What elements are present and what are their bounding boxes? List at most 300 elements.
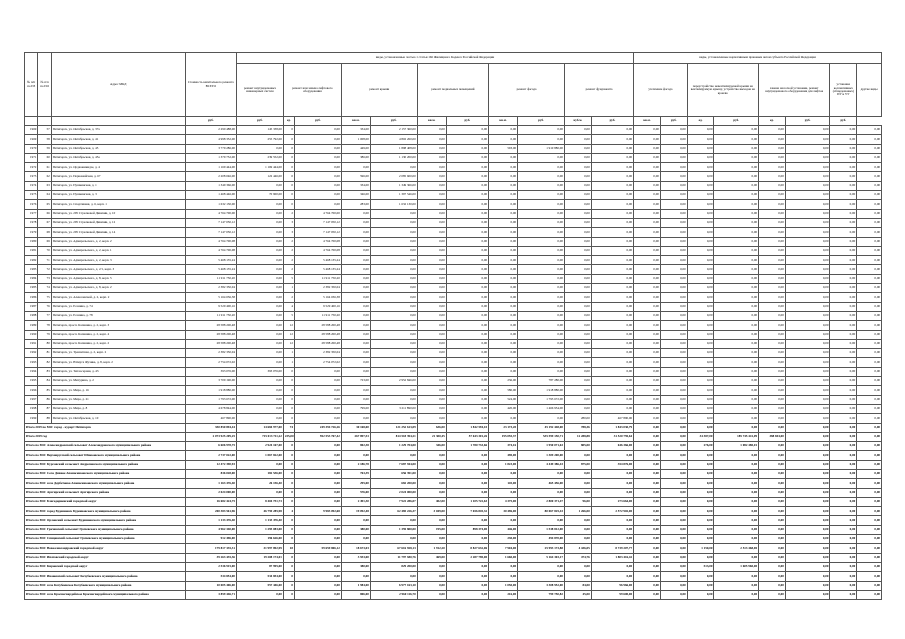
total-cell: 0,00 — [294, 479, 341, 488]
table-cell: 0,00 — [489, 293, 518, 302]
table-cell: 0,00 — [785, 135, 830, 144]
table-cell: Пятигорск, ул. Адмиральского, д. 8, корп. 5 — [51, 274, 185, 283]
table-cell: 0,00 — [857, 349, 882, 358]
table-cell: Пятигорск, ул. Мира, д. 16 — [51, 386, 185, 395]
total-cell: 1 050,00 — [489, 581, 518, 590]
total-cell: 0,00 — [785, 469, 830, 478]
total-cell: 0 — [283, 572, 294, 581]
table-cell: 0,00 — [370, 339, 417, 348]
total-cell: 1 803 416,42 — [591, 553, 633, 562]
total-cell: 0,00 — [785, 562, 830, 571]
total-cell: 0,00 — [759, 469, 786, 478]
table-cell: 0,00 — [759, 367, 786, 376]
total-cell: 7 656 845,32 — [446, 507, 488, 516]
unit-cell: руб. — [185, 117, 236, 126]
total-cell: 84,00 — [564, 581, 591, 590]
total-cell: 196 626,00 — [236, 535, 283, 544]
table-cell: 0,00 — [830, 414, 857, 423]
table-cell: 0,00 — [518, 237, 565, 246]
table-cell: 1985 — [25, 284, 38, 293]
table-cell: 0,00 — [759, 284, 786, 293]
total-cell: 0,00 — [759, 479, 786, 488]
table-cell: 0,00 — [518, 367, 565, 376]
table-cell: 0,00 — [417, 302, 446, 311]
table-cell: 0,00 — [759, 339, 786, 348]
table-cell: 0,00 — [591, 274, 633, 283]
total-cell: 576,00 — [341, 488, 370, 497]
table-cell: Пятигорск, ул. Пушкинская, д. 1 — [51, 181, 185, 190]
capital-repair-table — [24, 52, 882, 600]
total-cell: 0,00 — [634, 562, 661, 571]
table-cell: 0,00 — [714, 265, 759, 274]
total-cell: 273 664,00 — [591, 497, 633, 506]
table-cell: 467 890,00 — [185, 414, 236, 423]
total-cell: 0,00 — [714, 590, 759, 599]
table-cell: 7 147 050,12 — [185, 228, 236, 237]
total-cell: 0,00 — [518, 488, 565, 497]
table-cell: 0,00 — [591, 209, 633, 218]
unit-cell: куб.м. — [564, 117, 591, 126]
total-cell: 0,00 — [489, 562, 518, 571]
total-cell: 0,00 — [370, 535, 417, 544]
table-cell: 0,00 — [687, 377, 714, 386]
total-cell: 2 491,30 — [341, 497, 370, 506]
table-cell: 0,00 — [294, 367, 341, 376]
total-cell: 0,00 — [660, 535, 687, 544]
table-cell: 0,00 — [687, 414, 714, 423]
table-cell: 81 — [38, 349, 51, 358]
total-cell: 0,00 — [660, 451, 687, 460]
table-cell: 0,00 — [714, 237, 759, 246]
table-cell: 0,00 — [236, 395, 283, 404]
table-cell: 723,00 — [341, 377, 370, 386]
table-cell: 1 349 366,00 — [370, 181, 417, 190]
total-cell: 0,00 — [564, 488, 591, 497]
table-row — [25, 284, 882, 293]
total-cell: 0,00 — [564, 535, 591, 544]
table-cell: 0,00 — [446, 358, 488, 367]
total-cell: 806,00 — [341, 590, 370, 599]
total-cell: 0,00 — [417, 581, 446, 590]
table-cell: 0,00 — [785, 358, 830, 367]
table-cell: 11 911 750,20 — [185, 311, 236, 320]
table-cell: 0,00 — [785, 126, 830, 135]
table-cell: 0,00 — [489, 191, 518, 200]
table-cell: 0,00 — [564, 265, 591, 274]
table-cell: 1981 — [25, 246, 38, 255]
total-cell: 0,00 — [785, 544, 830, 553]
total-cell: 0,00 — [759, 535, 786, 544]
table-cell: 2 208 046,00 — [185, 172, 236, 181]
unit-cell: руб. — [370, 117, 417, 126]
total-row — [25, 442, 882, 451]
total-cell: 0,00 — [857, 553, 882, 562]
total-cell: 0,00 — [687, 460, 714, 469]
table-cell: 0,00 — [294, 144, 341, 153]
total-cell: 0,00 — [714, 535, 759, 544]
table-cell: 1 466 954,00 — [518, 404, 565, 413]
table-cell: 0,00 — [759, 265, 786, 274]
total-cell: 200 383 561,96 — [185, 507, 236, 516]
table-cell: Пятигорск, просп. Калинина, д. 2, корп. 3 — [51, 321, 185, 330]
table-cell: 346,00 — [341, 191, 370, 200]
total-cell: 0,00 — [417, 488, 446, 497]
table-cell: 0,00 — [446, 377, 488, 386]
total-cell: 74 — [283, 423, 294, 432]
total-cell: 0 — [283, 469, 294, 478]
total-cell: 0,00 — [660, 590, 687, 599]
table-cell: 84 — [38, 377, 51, 386]
table-cell: 0,00 — [518, 321, 565, 330]
table-cell: 799,00 — [341, 404, 370, 413]
total-cell: 0,00 — [687, 507, 714, 516]
table-cell: 0,00 — [591, 144, 633, 153]
table-cell: 0,00 — [660, 395, 687, 404]
total-cell: 0,00 — [634, 544, 661, 553]
table-cell: 0,00 — [489, 339, 518, 348]
total-cell: 0,00 — [785, 479, 830, 488]
total-cell: 2 572 902,00 — [591, 507, 633, 516]
total-cell: 2 024 000,00 — [185, 488, 236, 497]
table-cell: 1975 — [25, 191, 38, 200]
table-cell: 0,00 — [759, 163, 786, 172]
total-cell: 0,00 — [591, 572, 633, 581]
table-cell: 0,00 — [518, 358, 565, 367]
table-cell: 4 764 700,00 — [185, 209, 236, 218]
table-cell: 0,00 — [759, 404, 786, 413]
table-cell: 1997 — [25, 395, 38, 404]
table-cell: 420,00 — [489, 404, 518, 413]
total-cell: 185 745 441,09 — [714, 432, 759, 441]
table-cell: 0,00 — [634, 237, 661, 246]
table-cell: 0,00 — [634, 321, 661, 330]
table-cell: 0,00 — [785, 377, 830, 386]
table-cell: 1 918 880,00 — [185, 386, 236, 395]
table-cell: 0,00 — [714, 135, 759, 144]
table-cell: Пятигорск, ул. Спортивная, д. 6, корп. 1 — [51, 200, 185, 209]
table-cell: 2 157 360,00 — [370, 126, 417, 135]
table-cell: 0,00 — [591, 293, 633, 302]
table-cell: 0,00 — [830, 358, 857, 367]
table-cell: 0,00 — [687, 293, 714, 302]
table-cell: 0,00 — [830, 172, 857, 181]
total-cell: 0,00 — [591, 516, 633, 525]
total-label: Итого по МО: село Красногвардейское Красногвардейского муниципального района — [25, 590, 186, 599]
total-cell: 0,00 — [294, 562, 341, 571]
table-cell: 0,00 — [417, 265, 446, 274]
table-cell: 0,00 — [341, 228, 370, 237]
table-cell: 72 — [38, 265, 51, 274]
table-cell: Пятигорск, ул. Алексеевской, д. 2, корп. 2 — [51, 293, 185, 302]
total-cell: 30 496,00 — [489, 507, 518, 516]
table-cell: 0,00 — [518, 200, 565, 209]
total-cell: 96,00 — [564, 497, 591, 506]
table-cell: 0,00 — [370, 265, 417, 274]
total-cell: 1 309 200,00 — [518, 451, 565, 460]
col-roof-rebuild: переустройство невентилируемой крыши на вентилируемую крышу, устройство выходов на кровлю — [687, 64, 758, 117]
table-cell: 0,00 — [660, 191, 687, 200]
table-cell: 0,00 — [341, 395, 370, 404]
total-label: Итого по МО: Грачевский сельсовет Грачевского муниципального района — [25, 525, 186, 534]
table-cell: 0,00 — [660, 209, 687, 218]
table-cell: 0,00 — [518, 349, 565, 358]
table-cell: 0,00 — [489, 163, 518, 172]
table-cell: 0,00 — [785, 144, 830, 153]
table-cell: 0,00 — [417, 284, 446, 293]
table-cell: 0,00 — [489, 181, 518, 190]
total-cell: 836 028,00 — [185, 469, 236, 478]
table-cell: 2 382 350,04 — [185, 349, 236, 358]
table-cell: 0,00 — [489, 218, 518, 227]
table-cell: 0,00 — [518, 163, 565, 172]
table-cell: 28 588 200,48 — [185, 339, 236, 348]
total-cell: 0,00 — [660, 479, 687, 488]
table-cell: 0,00 — [591, 265, 633, 274]
total-cell: 1 133 476,40 — [236, 516, 283, 525]
table-cell: 1976 — [25, 200, 38, 209]
total-cell: 0,00 — [857, 516, 882, 525]
total-cell: 0,00 — [660, 562, 687, 571]
table-cell: 0,00 — [634, 163, 661, 172]
table-cell: 0,00 — [857, 135, 882, 144]
table-cell: 0,00 — [591, 377, 633, 386]
total-cell: 0,00 — [518, 562, 565, 571]
col-num-po: № п/п по ПО — [38, 53, 51, 117]
table-cell: 0,00 — [634, 153, 661, 162]
table-cell: 82 — [38, 358, 51, 367]
table-cell: 0,00 — [785, 302, 830, 311]
total-cell: 0,00 — [564, 516, 591, 525]
table-cell: 0,00 — [714, 163, 759, 172]
table-cell: 0,00 — [294, 200, 341, 209]
table-cell: 0,00 — [687, 200, 714, 209]
table-cell: 1990 — [25, 330, 38, 339]
total-cell: 350 850 894,44 — [185, 423, 236, 432]
table-cell: 0,00 — [370, 274, 417, 283]
table-cell: 0,00 — [660, 218, 687, 227]
table-cell: 0,00 — [341, 163, 370, 172]
table-cell: 0,00 — [518, 218, 565, 227]
total-cell: 0,00 — [660, 553, 687, 562]
total-cell: 0,00 — [687, 572, 714, 581]
total-cell: 0,00 — [634, 572, 661, 581]
table-cell: Пятигорск, ул. Адмиральского, д. 2, корп. 1 — [51, 246, 185, 255]
table-cell: 0,00 — [660, 404, 687, 413]
table-cell: 0,00 — [236, 274, 283, 283]
total-cell: 5 164 303,17 — [518, 553, 565, 562]
table-cell: 1993 — [25, 358, 38, 367]
total-row — [25, 432, 882, 441]
table-cell: 0,00 — [759, 126, 786, 135]
table-cell: 1996 — [25, 386, 38, 395]
total-row — [25, 423, 882, 432]
table-cell: 58 — [38, 135, 51, 144]
table-cell: 0,00 — [370, 367, 417, 376]
table-cell: 0,00 — [759, 246, 786, 255]
total-cell: 465 456,00 — [518, 479, 565, 488]
total-cell: 0 — [283, 525, 294, 534]
total-cell: 0,00 — [785, 497, 830, 506]
table-cell: 0,00 — [564, 367, 591, 376]
total-row — [25, 553, 882, 562]
total-cell: 0,00 — [857, 479, 882, 488]
table-cell: 0,00 — [591, 237, 633, 246]
table-cell: 255 792,00 — [236, 135, 283, 144]
table-cell: 0,00 — [857, 228, 882, 237]
table-row — [25, 237, 882, 246]
table-cell: 0,00 — [759, 386, 786, 395]
unit-cell: руб. — [518, 117, 565, 126]
col-roof: ремонт крыши — [341, 64, 417, 117]
table-cell: 0,00 — [417, 377, 446, 386]
table-cell: 0,00 — [341, 274, 370, 283]
table-cell: 2 382 350,04 — [185, 284, 236, 293]
total-cell: 0,00 — [417, 535, 446, 544]
table-cell: 0,00 — [417, 395, 446, 404]
table-row — [25, 126, 882, 135]
table-cell: 0,00 — [489, 349, 518, 358]
table-cell: 0,00 — [660, 330, 687, 339]
table-cell: 0,00 — [236, 228, 283, 237]
table-cell: 0,00 — [294, 395, 341, 404]
total-cell: 0,00 — [417, 469, 446, 478]
table-row — [25, 414, 882, 423]
table-cell: 0,00 — [236, 414, 283, 423]
total-cell: 814 518 394,21 — [370, 432, 417, 441]
total-cell: 0,00 — [687, 581, 714, 590]
unit-cell: руб. — [660, 117, 687, 126]
table-cell: 0,00 — [830, 228, 857, 237]
table-cell: 0,00 — [634, 386, 661, 395]
col-other: другие виды — [857, 64, 882, 117]
total-cell: 7 904,00 — [489, 544, 518, 553]
total-cell: 0,00 — [634, 507, 661, 516]
table-cell: 0,00 — [830, 311, 857, 320]
total-cell: 829 200,00 — [370, 562, 417, 571]
total-cell: 0,00 — [759, 544, 786, 553]
table-cell: 0,00 — [236, 349, 283, 358]
table-cell: 0,00 — [714, 181, 759, 190]
table-cell: 0,00 — [660, 339, 687, 348]
total-cell: 1 229 704,00 — [370, 442, 417, 451]
table-cell: 0,00 — [591, 330, 633, 339]
table-cell: 0,00 — [417, 135, 446, 144]
total-cell: 0,00 — [634, 479, 661, 488]
table-cell: 0,00 — [714, 377, 759, 386]
total-cell: 0,00 — [294, 451, 341, 460]
table-cell: Пятигорск, ул. Пушкинская, д. 3 — [51, 191, 185, 200]
table-cell: 85 — [38, 386, 51, 395]
table-cell: 0,00 — [785, 153, 830, 162]
table-cell: 0,00 — [660, 377, 687, 386]
table-cell: 1 898 408,00 — [370, 144, 417, 153]
total-cell: 0,00 — [518, 572, 565, 581]
table-cell: 0,00 — [687, 218, 714, 227]
table-cell: 0,00 — [591, 367, 633, 376]
total-cell: 534 854,00 — [236, 572, 283, 581]
total-cell: 0,00 — [370, 516, 417, 525]
table-cell: 2 — [283, 293, 294, 302]
table-cell: 0,00 — [370, 209, 417, 218]
table-cell: 0,00 — [759, 228, 786, 237]
table-cell: 0,00 — [759, 153, 786, 162]
table-cell: 0,00 — [591, 302, 633, 311]
total-cell: 1 538 812,00 — [518, 525, 565, 534]
total-cell: 469,00 — [417, 553, 446, 562]
table-cell: 0,00 — [660, 135, 687, 144]
total-cell: 39 263 435,36 — [185, 553, 236, 562]
table-cell: 0,00 — [591, 358, 633, 367]
table-cell: 0,00 — [446, 293, 488, 302]
table-row — [25, 228, 882, 237]
total-cell: 0,00 — [759, 507, 786, 516]
table-cell: 0,00 — [857, 237, 882, 246]
table-cell: 0,00 — [564, 181, 591, 190]
table-cell: 0,00 — [830, 284, 857, 293]
total-row — [25, 572, 882, 581]
total-cell: 0,00 — [785, 581, 830, 590]
table-cell: 0,00 — [830, 135, 857, 144]
total-cell: 0,00 — [564, 562, 591, 571]
table-cell: 60 — [38, 153, 51, 162]
table-cell: 0,00 — [341, 284, 370, 293]
table-cell: 0,00 — [785, 172, 830, 181]
table-cell: 0,00 — [564, 339, 591, 348]
total-cell: 0,00 — [294, 497, 341, 506]
table-cell: 0,00 — [417, 339, 446, 348]
table-cell: 0,00 — [687, 404, 714, 413]
table-cell: 2 754 072,02 — [294, 358, 341, 367]
col-facade: ремонт фасада — [489, 64, 565, 117]
table-cell: 2 — [283, 265, 294, 274]
table-cell: 0,00 — [857, 265, 882, 274]
total-cell: 0,00 — [785, 451, 830, 460]
table-cell: 0,00 — [785, 265, 830, 274]
total-cell: 513,00 — [687, 562, 714, 571]
table-cell: 83 — [38, 367, 51, 376]
table-cell: 0,00 — [236, 358, 283, 367]
table-cell: 1982 — [25, 256, 38, 265]
total-cell: 0,00 — [417, 460, 446, 469]
table-cell: 7 147 050,12 — [294, 218, 341, 227]
table-cell: 0,00 — [634, 358, 661, 367]
table-cell: 0,00 — [564, 274, 591, 283]
table-cell: 0,00 — [660, 228, 687, 237]
total-row — [25, 469, 882, 478]
table-cell: 0,00 — [759, 172, 786, 181]
total-cell: 0,00 — [634, 442, 661, 451]
table-cell: 0,00 — [370, 256, 417, 265]
total-cell: 12 472 390,93 — [185, 460, 236, 469]
table-cell: 0,00 — [446, 414, 488, 423]
table-cell: Пятигорск, просп. Калинина, д. 2, корп. 4 — [51, 330, 185, 339]
table-cell: 0,00 — [591, 200, 633, 209]
total-cell: 0,00 — [785, 516, 830, 525]
table-cell: 0,00 — [660, 163, 687, 172]
table-cell: 0,00 — [830, 395, 857, 404]
table-cell: 0,00 — [446, 367, 488, 376]
total-cell: 0,00 — [759, 525, 786, 534]
total-cell: 1 660,00 — [489, 553, 518, 562]
total-cell: 0,00 — [294, 553, 341, 562]
table-cell: 0,00 — [591, 191, 633, 200]
table-cell: 0,00 — [759, 256, 786, 265]
table-cell: 0,00 — [785, 386, 830, 395]
total-cell: 2 924 167,00 — [236, 442, 283, 451]
table-cell: 0,00 — [446, 256, 488, 265]
table-cell: 3 — [283, 228, 294, 237]
table-cell: 0,00 — [634, 172, 661, 181]
